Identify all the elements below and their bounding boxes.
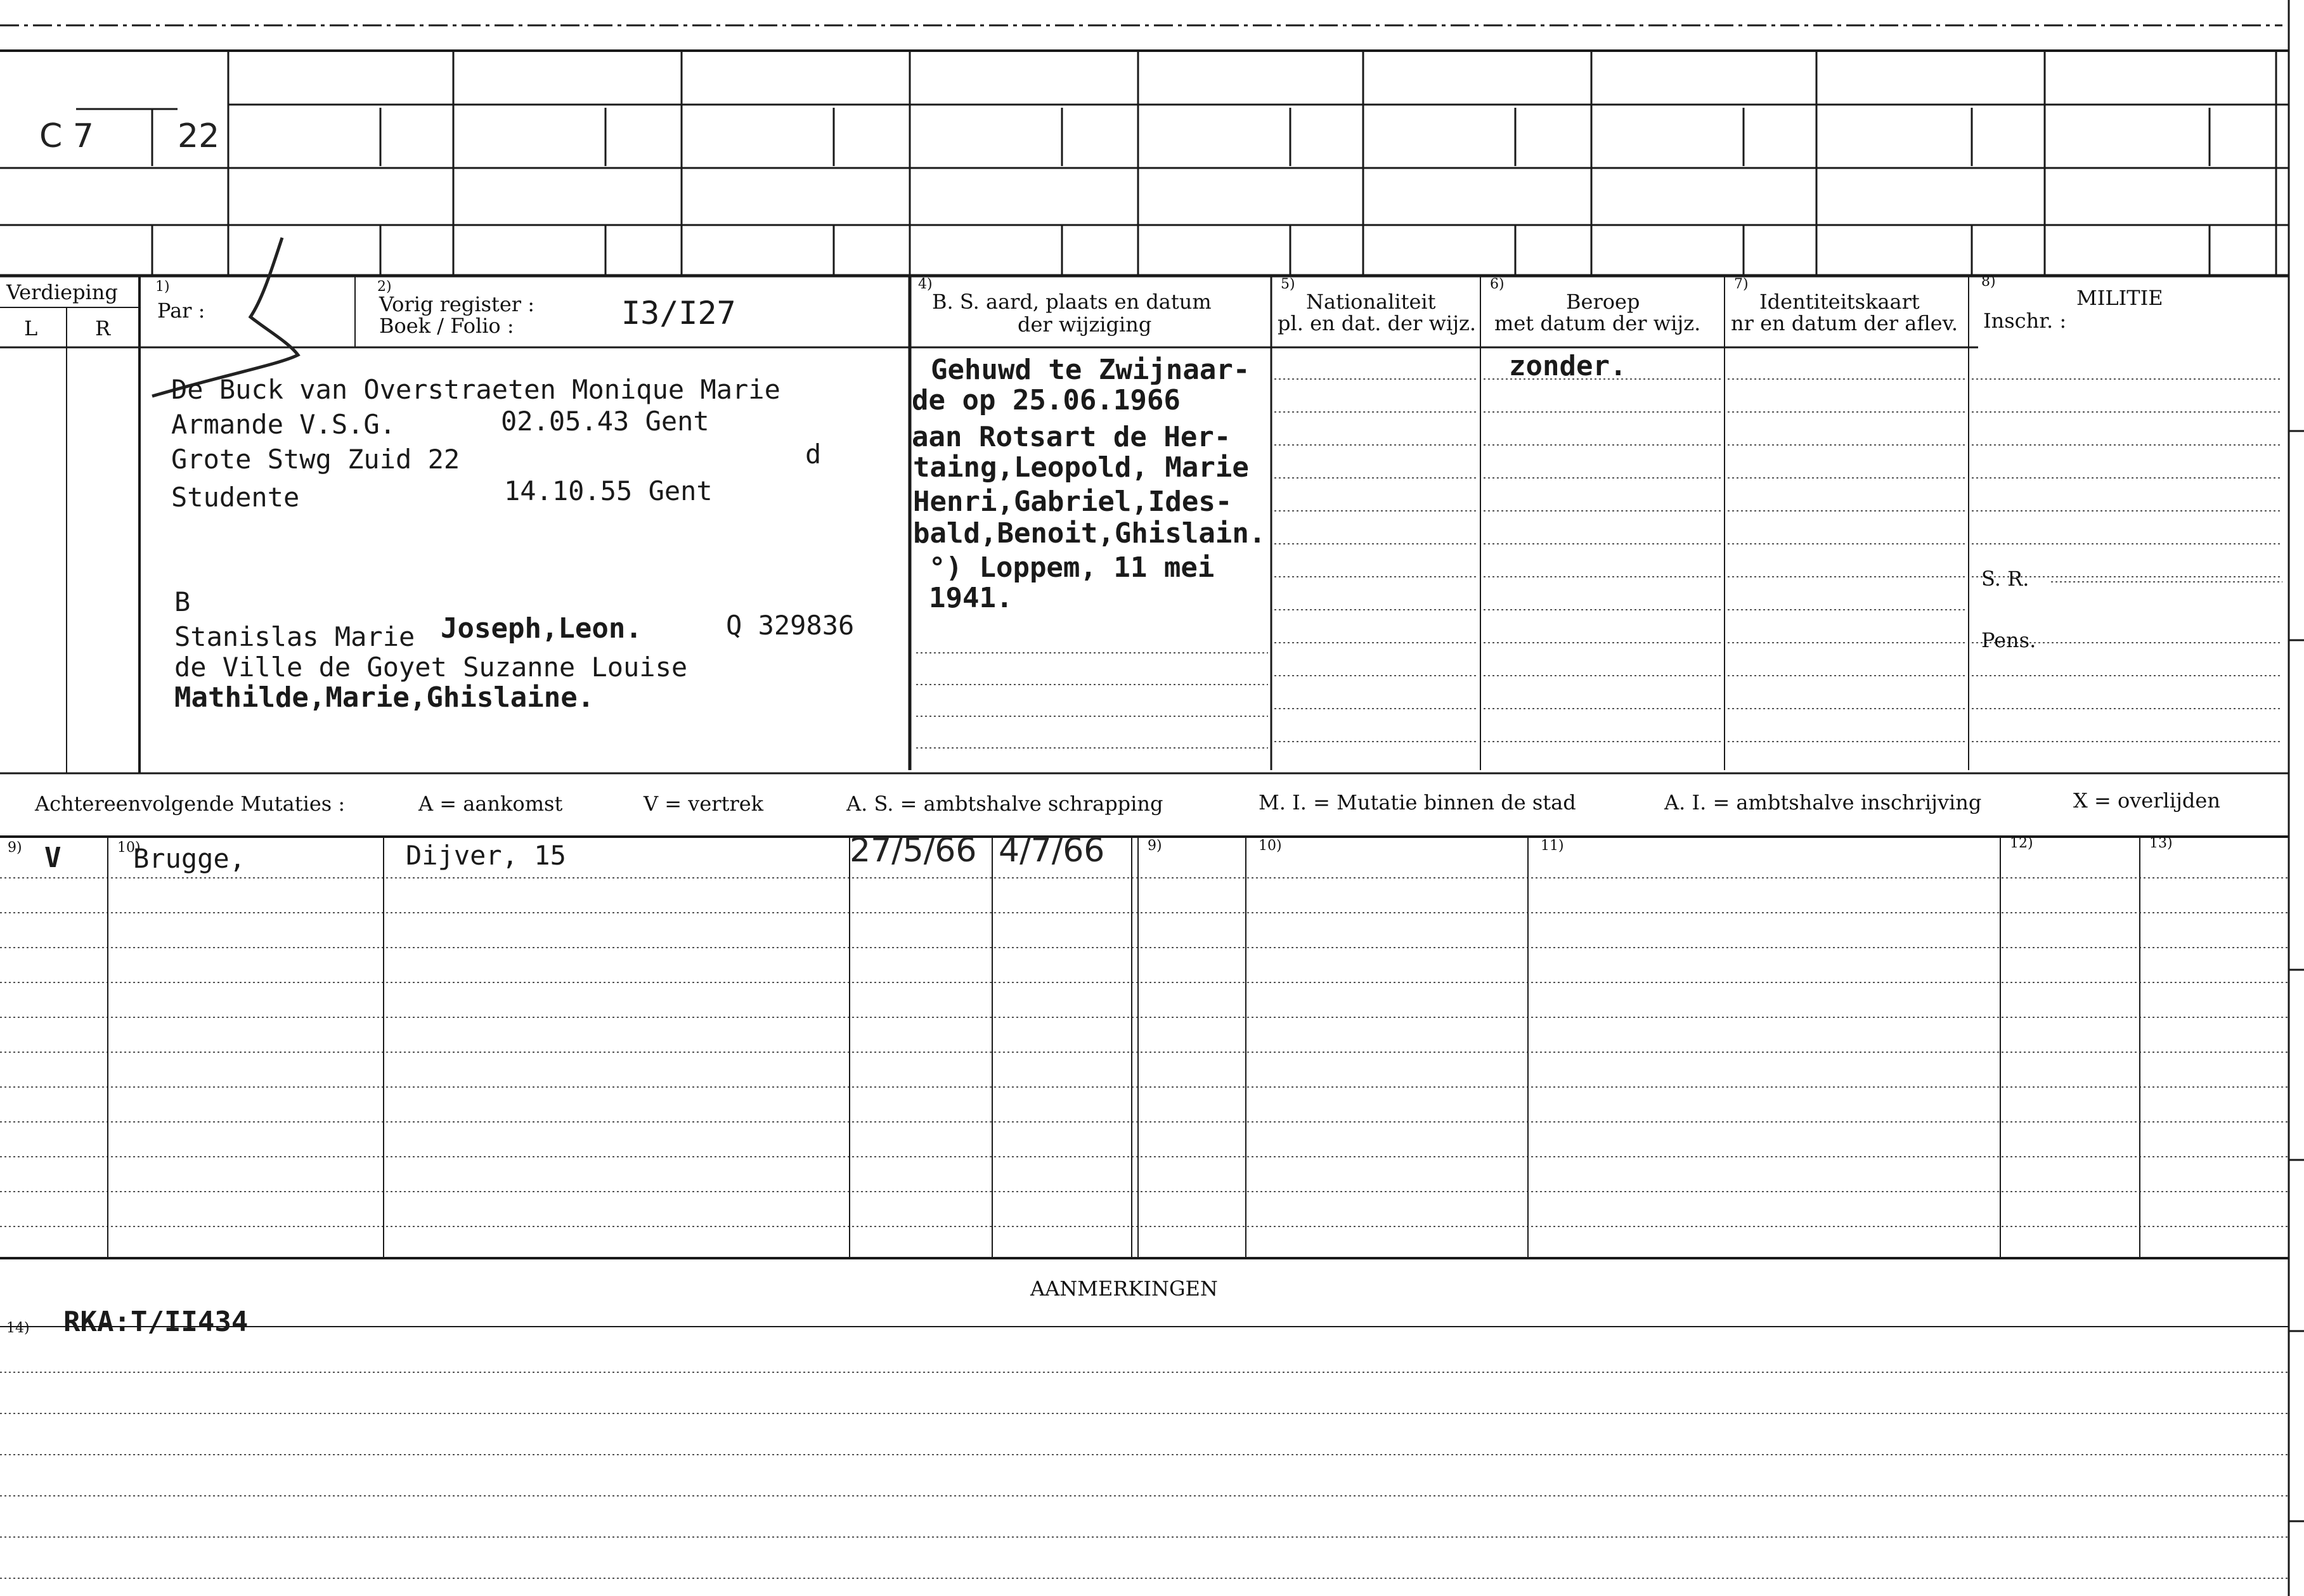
father-name-2: Joseph,Leon. bbox=[441, 612, 642, 645]
inschr-label: Inschr. : bbox=[1983, 309, 2067, 333]
nat-label-2: pl. en dat. der wijz. bbox=[1278, 311, 1477, 335]
register-value: I3/I27 bbox=[621, 295, 736, 331]
marriage-line-8: 1941. bbox=[929, 582, 1013, 614]
boek-folio-label: Boek / Folio : bbox=[379, 314, 514, 338]
legend-a: A = aankomst bbox=[418, 792, 563, 816]
id-label-1: Identiteitskaart bbox=[1759, 290, 1920, 314]
remarks-title: AANMERKINGEN bbox=[1030, 1277, 1218, 1301]
par-label: Par : bbox=[157, 299, 205, 323]
mutations-label: Achtereenvolgende Mutaties : bbox=[35, 792, 346, 816]
bs-num: 4) bbox=[918, 276, 933, 292]
nat-label-1: Nationaliteit bbox=[1306, 290, 1436, 314]
legend-v: V = vertrek bbox=[644, 792, 764, 816]
remarks-num: 14) bbox=[6, 1320, 30, 1336]
vorig-register-label: Vorig register : bbox=[379, 292, 535, 316]
person-mark: d bbox=[805, 439, 822, 470]
marriage-line-1: Gehuwd te Zwijnaar- bbox=[931, 354, 1250, 386]
person-occupation: Studente bbox=[171, 482, 300, 513]
ber-label-1: Beroep bbox=[1566, 290, 1640, 314]
id-num: 7) bbox=[1734, 276, 1749, 292]
verdieping-r: R bbox=[95, 316, 111, 340]
person-b: B bbox=[174, 586, 191, 617]
card-number: 22 bbox=[178, 117, 220, 155]
sr-label: S. R. bbox=[1981, 567, 2029, 591]
nat-num: 5) bbox=[1281, 276, 1295, 292]
col-11-label: 11) bbox=[1541, 838, 1564, 854]
legend-mi: M. I. = Mutatie binnen de stad bbox=[1259, 790, 1576, 814]
ber-label-2: met datum der wijz. bbox=[1494, 311, 1701, 335]
legend-ai: A. I. = ambtshalve inschrijving bbox=[1664, 790, 1982, 814]
marriage-line-2: de op 25.06.1966 bbox=[912, 384, 1181, 416]
birth-date: 02.05.43 Gent bbox=[501, 406, 709, 437]
militie-label: MILITIE bbox=[2076, 286, 2163, 310]
bs-label-1: B. S. aard, plaats en datum bbox=[932, 290, 1212, 314]
father-code: Q 329836 bbox=[726, 610, 855, 641]
remarks-text: RKA:T/II434 bbox=[63, 1306, 249, 1338]
mother-name-1: de Ville de Goyet Suzanne Louise bbox=[174, 652, 688, 683]
mutation-date-2: 4/7/66 bbox=[999, 832, 1105, 870]
marriage-line-3: aan Rotsart de Her- bbox=[912, 421, 1231, 453]
person-address: Grote Stwg Zuid 22 bbox=[171, 444, 460, 475]
legend-as: A. S. = ambtshalve schrapping bbox=[846, 792, 1163, 816]
mutation-date-1: 27/5/66 bbox=[850, 832, 977, 870]
vorig-num: 2) bbox=[377, 279, 392, 295]
marriage-line-5: Henri,Gabriel,Ides- bbox=[913, 486, 1233, 518]
ber-num: 6) bbox=[1490, 276, 1505, 292]
mutation-address: Dijver, 15 bbox=[406, 840, 566, 871]
person-line-2: Armande V.S.G. bbox=[171, 409, 396, 440]
id-label-2: nr en datum der aflev. bbox=[1731, 311, 1958, 335]
col-9b-label: 9) bbox=[1148, 838, 1162, 854]
mutation-place: Brugge, bbox=[133, 843, 246, 874]
mutation-type: V bbox=[44, 842, 61, 874]
marriage-line-7: °) Loppem, 11 mei bbox=[929, 551, 1215, 584]
col-10b-label: 10) bbox=[1259, 838, 1282, 854]
col-13-label: 13) bbox=[2149, 835, 2173, 851]
card-code: C 7 bbox=[39, 117, 94, 155]
legend-x: X = overlijden bbox=[2073, 788, 2220, 813]
pens-label: Pens. bbox=[1981, 628, 2036, 652]
mil-num: 8) bbox=[1981, 274, 1996, 290]
verdieping-l: L bbox=[24, 316, 38, 340]
verdieping-label: Verdieping bbox=[6, 280, 118, 304]
par-num: 1) bbox=[155, 279, 170, 295]
col-10-label: 10) bbox=[117, 840, 141, 856]
father-name-1: Stanislas Marie bbox=[174, 621, 415, 652]
bs-label-2: der wijziging bbox=[1018, 312, 1152, 337]
mother-name-2: Mathilde,Marie,Ghislaine. bbox=[174, 681, 595, 714]
marriage-line-6: bald,Benoit,Ghislain. bbox=[913, 517, 1266, 550]
person-line-1: De Buck van Overstraeten Monique Marie bbox=[171, 374, 780, 405]
beroep-value: zonder. bbox=[1509, 350, 1627, 382]
marriage-line-4: taing,Leopold, Marie bbox=[913, 451, 1249, 484]
col-12-label: 12) bbox=[2010, 835, 2033, 851]
col-9-label: 9) bbox=[8, 840, 22, 856]
arrival-date: 14.10.55 Gent bbox=[504, 475, 713, 506]
